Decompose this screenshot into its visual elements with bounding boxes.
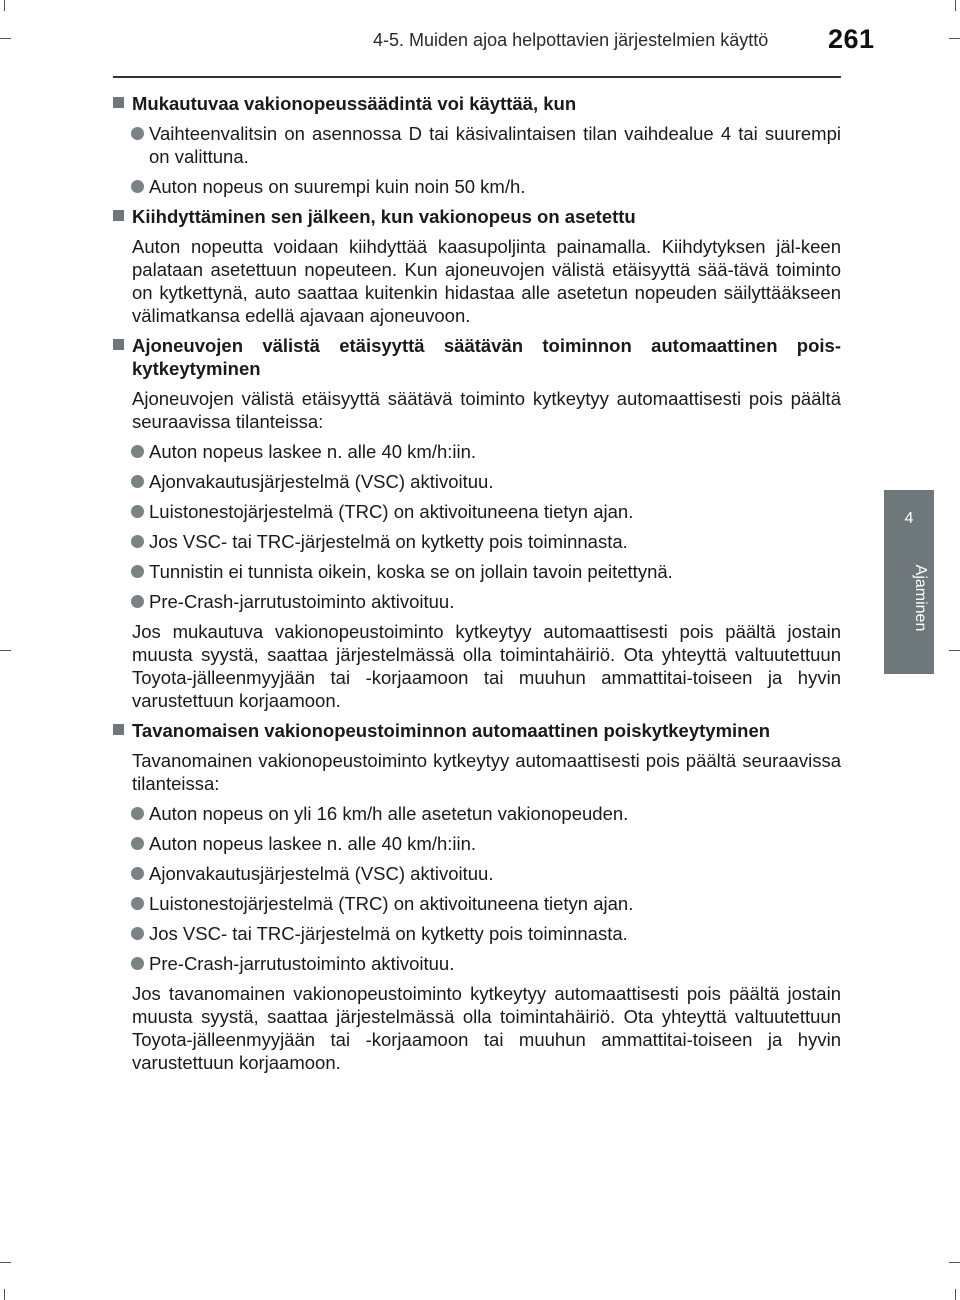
square-bullet-icon — [113, 97, 124, 108]
square-bullet-icon — [113, 339, 124, 350]
section-heading — [113, 719, 841, 742]
crop-mark — [955, 1289, 956, 1300]
heading-text: Kiihdyttäminen sen jälkeen, kun vakionopeus on asetettu — [132, 206, 636, 227]
paragraph: Auton nopeutta voidaan kiihdyttää kaasupoljinta painamalla. Kiihdytyksen jäl-keen palataan asetettuun nopeuteen. Kun ajoneuvojen välistä etäisyyttä sää-tävä toiminto on kytkettynä, auto saattaa kuitenkin hidastaa alle asetetun nopeuden säilyttääkseen välimatkansa edellä ajavaan ajoneuvoon. — [132, 236, 841, 326]
crop-mark — [4, 0, 5, 11]
heading-text: Ajoneuvojen välistä etäisyyttä säätävän toiminnon automaattinen pois-kytkeytyminen — [132, 335, 841, 379]
list-item — [113, 952, 841, 975]
list-item — [113, 122, 841, 168]
chapter-number: 4 — [904, 510, 914, 527]
round-bullet-icon — [131, 180, 144, 193]
round-bullet-icon — [131, 127, 144, 140]
heading-text: Tavanomaisen vakionopeustoiminnon automaattinen poiskytkeytyminen — [132, 720, 771, 741]
section-acceleration — [113, 205, 841, 327]
page-body — [113, 92, 841, 1081]
header-rule — [113, 76, 841, 78]
square-bullet-icon — [113, 724, 124, 735]
chapter-label: Ajaminen — [912, 564, 929, 632]
round-bullet-icon — [131, 535, 144, 548]
crop-mark — [0, 650, 11, 651]
section-availability — [113, 92, 841, 198]
crop-mark — [949, 1262, 960, 1263]
list-item — [113, 802, 841, 825]
paragraph: Jos tavanomainen vakionopeustoiminto kytkeytyy automaattisesti pois päältä jostain muusta syystä, saattaa järjestelmässä olla toimintahäiriö. Ota yhteyttä valtuutettuun Toyota-jälleenmyyjään tai -korjaamoon tai muuhun ammattitai-toiseen ja hyvin varustettuun korjaamoon. — [132, 983, 841, 1073]
list-item-text: Ajonvakautusjärjestelmä (VSC) aktivoituu. — [149, 471, 494, 492]
list-item-text: Auton nopeus laskee n. alle 40 km/h:iin. — [149, 833, 477, 854]
list-item-text: Pre-Crash-jarrutustoiminto aktivoituu. — [149, 953, 455, 974]
section-conventional-cancel — [113, 719, 841, 1074]
square-bullet-icon — [113, 210, 124, 221]
list-item — [113, 530, 841, 553]
paragraph: Tavanomainen vakionopeustoiminto kytkeytyy automaattisesti pois päältä seuraavissa tilanteissa: — [132, 750, 841, 794]
crop-mark — [949, 38, 960, 39]
list-item-text: Ajonvakautusjärjestelmä (VSC) aktivoituu. — [149, 863, 494, 884]
list-item-text: Luistonestojärjestelmä (TRC) on aktivoituneena tietyn ajan. — [149, 501, 634, 522]
list-item-text: Tunnistin ei tunnista oikein, koska se on jollain tavoin peitettynä. — [149, 561, 673, 582]
list-item-text: Luistonestojärjestelmä (TRC) on aktivoituneena tietyn ajan. — [149, 893, 634, 914]
list-item-text: Auton nopeus laskee n. alle 40 km/h:iin. — [149, 441, 477, 462]
list-item — [113, 922, 841, 945]
round-bullet-icon — [131, 897, 144, 910]
list-item-text: Vaihteenvalitsin on asennossa D tai käsivalintaisen tilan vaihdealue 4 tai suurempi on valittuna. — [149, 123, 841, 167]
list-item-text: Auton nopeus on yli 16 km/h alle asetetun vakionopeuden. — [149, 803, 629, 824]
round-bullet-icon — [131, 595, 144, 608]
list-item — [113, 590, 841, 613]
section-heading — [113, 92, 841, 115]
round-bullet-icon — [131, 475, 144, 488]
crop-mark — [0, 1262, 11, 1263]
list-item — [113, 832, 841, 855]
crop-mark — [4, 1289, 5, 1300]
list-item — [113, 470, 841, 493]
list-item-text: Jos VSC- tai TRC-järjestelmä on kytketty pois toiminnasta. — [149, 923, 628, 944]
list-item — [113, 500, 841, 523]
paragraph: Ajoneuvojen välistä etäisyyttä säätävä toiminto kytkeytyy automaattisesti pois päältä seuraavissa tilanteissa: — [132, 388, 841, 432]
round-bullet-icon — [131, 505, 144, 518]
list-item — [113, 560, 841, 583]
round-bullet-icon — [131, 445, 144, 458]
running-header: 4-5. Muiden ajoa helpottavien järjestelmien käyttö — [373, 30, 769, 50]
page-number: 261 — [828, 24, 875, 54]
round-bullet-icon — [131, 867, 144, 880]
section-heading — [113, 205, 841, 228]
round-bullet-icon — [131, 565, 144, 578]
heading-text: Mukautuvaa vakionopeussäädintä voi käyttää, kun — [132, 93, 577, 114]
list-item — [113, 175, 841, 198]
list-item-text: Pre-Crash-jarrutustoiminto aktivoituu. — [149, 591, 455, 612]
crop-mark — [0, 38, 11, 39]
list-item — [113, 862, 841, 885]
crop-mark — [955, 0, 956, 11]
chapter-tab[interactable] — [884, 490, 934, 674]
round-bullet-icon — [131, 927, 144, 940]
round-bullet-icon — [131, 837, 144, 850]
paragraph: Jos mukautuva vakionopeustoiminto kytkeytyy automaattisesti pois päältä jostain muusta syystä, saattaa järjestelmässä olla toimintahäiriö. Ota yhteyttä valtuutettuun Toyota-jälleenmyyjään tai -korjaamoon tai muuhun ammattitai-toiseen ja hyvin varustettuun korjaamoon. — [132, 621, 841, 711]
list-item-text: Jos VSC- tai TRC-järjestelmä on kytketty pois toiminnasta. — [149, 531, 628, 552]
section-distance-control-cancel — [113, 334, 841, 712]
crop-mark — [949, 650, 960, 651]
section-heading — [113, 334, 841, 380]
round-bullet-icon — [131, 957, 144, 970]
list-item — [113, 440, 841, 463]
list-item-text: Auton nopeus on suurempi kuin noin 50 km/h. — [149, 176, 526, 197]
list-item — [113, 892, 841, 915]
round-bullet-icon — [131, 807, 144, 820]
